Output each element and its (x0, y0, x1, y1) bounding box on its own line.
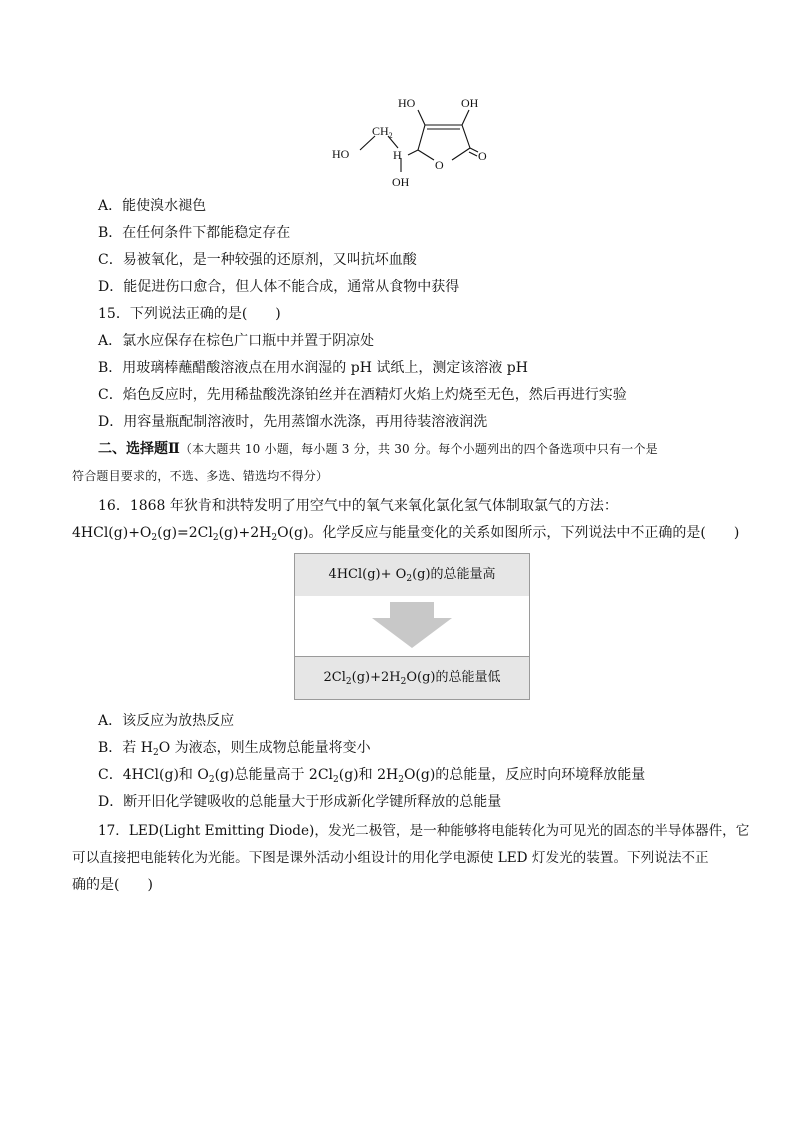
q16-stem-line-1: 16．1868 年狄肯和洪特发明了用空气中的氧气来氧化氯化氢气体制取氯气的方法： (98, 498, 618, 514)
q15-stem: 15．下列说法正确的是( ) (98, 306, 281, 322)
oh-bottom: OH (392, 175, 410, 189)
q15-option-a: A．氯水应保存在棕色广口瓶中并置于阴凉处 (98, 333, 375, 349)
ch2-label: $CH_2$ (372, 124, 393, 140)
oh-right-top: OH (461, 96, 479, 110)
q16-option-b: B．若 $H_2O$ 为液态，则生成物总能量将变小 (98, 740, 371, 758)
ho-side: HO (332, 147, 350, 161)
q16-option-a: A．该反应为放热反应 (98, 713, 235, 729)
section-2-note: （本大题共 10 小题，每小题 3 分，共 30 分。每个小题列出的四个备选项中只有一个是 (179, 442, 658, 456)
down-arrow-icon (295, 596, 529, 656)
q15-option-b: B．用玻璃棒蘸醋酸溶液点在用水润湿的 pH 试纸上，测定该溶液 pH (98, 360, 528, 376)
q14-option-b: B．在任何条件下都能稳定存在 (98, 225, 291, 241)
q16-option-d: D．断开旧化学键吸收的总能量大于形成新化学键所释放的总能量 (98, 794, 502, 810)
energy-diagram (294, 553, 530, 699)
oh-left-top: HO (398, 96, 416, 110)
section-2-note-cont: 符合题目要求的，不选、多选、错选均不得分） (72, 469, 329, 483)
reactants-energy-box: $4HCl(g)+ O_2(g)$的总能量高 (294, 553, 530, 597)
ascorbic-acid-structure (320, 90, 500, 190)
q17-stem-line-1: 17．LED(Light Emitting Diode)，发光二极管，是一种能够将电能转化为可见光的固态的半导体器件，它 (98, 823, 750, 839)
section-2-title: 二、选择题Ⅱ (98, 441, 180, 457)
ring-oxygen: O (435, 158, 444, 172)
q16-stem-line-2: $4HCl(g)+O_2(g)=2Cl_2(g)+2H_2O(g)$。化学反应与能量变化的关系如图所示，下列说法中不正确的是( ) (72, 525, 740, 543)
q14-option-d: D．能促进伤口愈合，但人体不能合成，通常从食物中获得 (98, 279, 460, 295)
q16-option-c: C．4HCl(g)和 $O_2(g)$总能量高于 $2Cl_2(g)$和 $2H_2O(g)$的总能量，反应时向环境释放能量 (98, 767, 646, 785)
section-2-heading (98, 439, 658, 459)
q17-stem-line-3: 确的是( ) (72, 877, 153, 893)
q17-stem-line-2: 可以直接把电能转化为光能。下图是课外活动小组设计的用化学电源使 LED 灯发光的装置。下列说法不正 (72, 850, 709, 866)
products-energy-box: $2Cl_2(g)+2H_2O(g)$的总能量低 (294, 656, 530, 700)
carbonyl-oxygen: O (478, 149, 487, 163)
q15-option-c: C．焰色反应时，先用稀盐酸洗涤铂丝并在酒精灯火焰上灼烧至无色，然后再进行实验 (98, 387, 627, 403)
molecule-bonds (360, 110, 478, 172)
q15-option-d: D．用容量瓶配制溶液时，先用蒸馏水洗涤，再用待装溶液润洗 (98, 414, 488, 430)
q14-option-a: A．能使溴水褪色 (98, 198, 207, 214)
ch-mid: H (393, 148, 402, 162)
arrow-region (294, 596, 530, 656)
q14-option-c: C．易被氧化，是一种较强的还原剂，又叫抗坏血酸 (98, 252, 417, 268)
